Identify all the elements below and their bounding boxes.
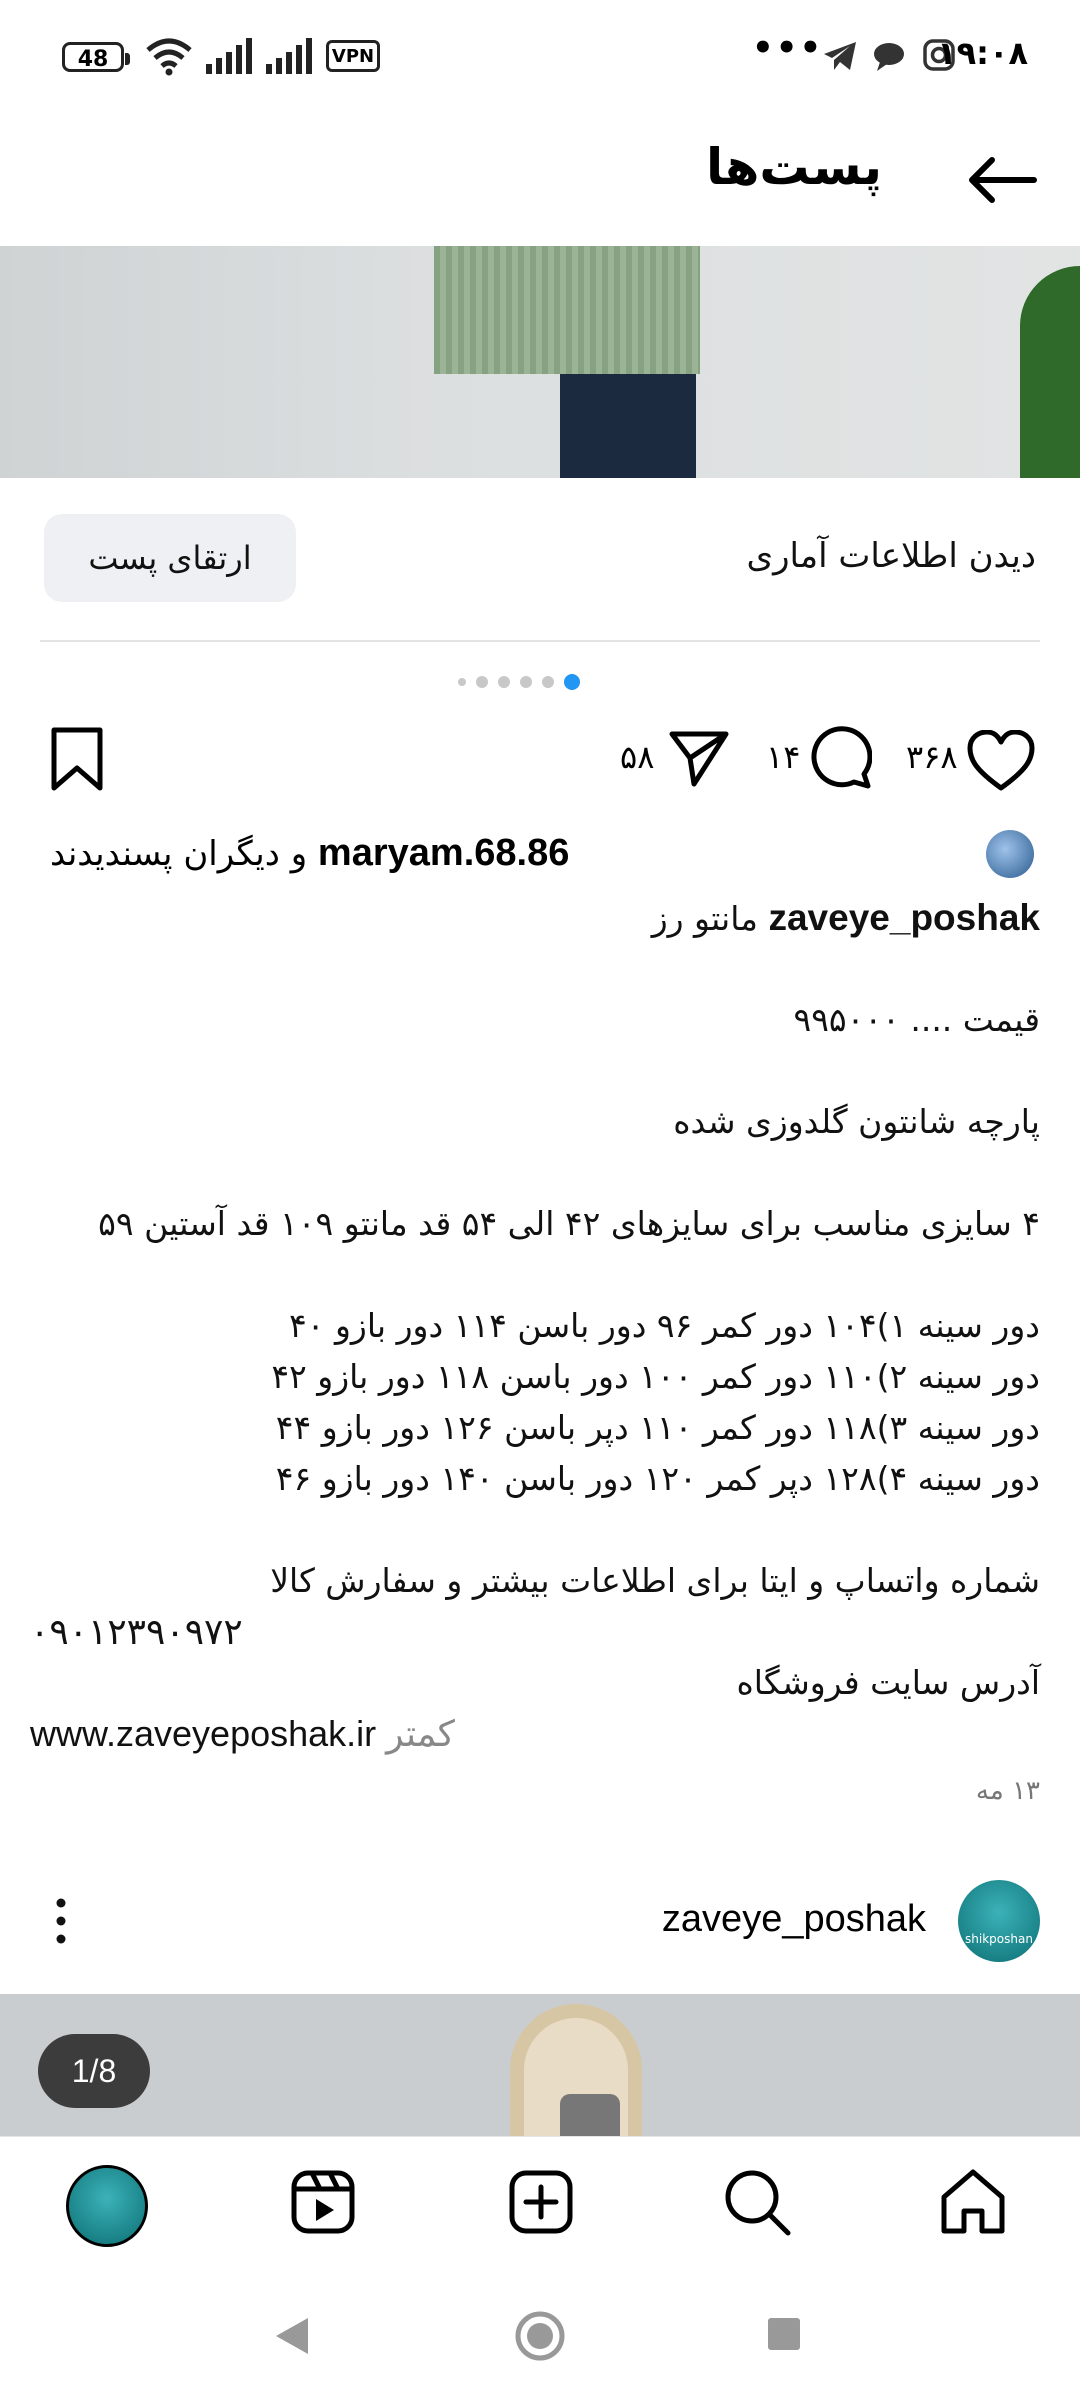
bookmark-icon[interactable] [46, 726, 108, 792]
carousel-dot [498, 676, 510, 688]
pants-graphic [560, 374, 696, 478]
post-date: ۱۳ مه [975, 1776, 1040, 1806]
site-url[interactable]: www.zaveyeposhak.ir [30, 1713, 377, 1754]
system-back-icon[interactable] [272, 2314, 312, 2358]
likes-count: ۳۶۸ [906, 738, 958, 776]
reels-icon[interactable] [290, 2169, 356, 2235]
next-post-image[interactable] [0, 1994, 1080, 2136]
liked-by-suffix: و دیگران پسندیدند [50, 834, 308, 874]
bottom-nav [0, 2136, 1080, 2273]
clock: ۱۹:۰۸ [937, 34, 1028, 72]
status-bar [0, 0, 1080, 110]
home-icon[interactable] [938, 2167, 1008, 2237]
caption-line [30, 1045, 1040, 1096]
caption-line: ۴ سایزی مناسب برای سایزهای ۴۲ الی ۵۴ قد مانتو ۱۰۹ قد آستین ۵۹ [98, 1204, 1040, 1243]
comment-icon[interactable] [806, 726, 872, 790]
carousel-indicator [458, 672, 580, 692]
caption-line: دور سینه ۴)۱۲۸ دپر کمر ۱۲۰ دور باسن ۱۴۰ دور بازو ۴۶ [275, 1459, 1040, 1498]
caption-line [30, 1147, 1040, 1198]
wifi-icon [144, 36, 194, 76]
caption-username[interactable]: zaveye_poshak [768, 897, 1040, 938]
view-insights-link[interactable]: دیدن اطلاعات آماری [746, 536, 1036, 576]
boost-post-button[interactable]: ارتقای پست [44, 514, 296, 602]
less-link[interactable]: کمتر [386, 1713, 455, 1754]
next-post-username[interactable]: zaveye_poshak [661, 1898, 926, 1940]
post-caption [30, 892, 1040, 1759]
caption-line: پارچه شانتون گلدوزی شده [673, 1102, 1040, 1141]
caption-phone [30, 1606, 1040, 1657]
telegram-icon [822, 40, 858, 72]
post-image[interactable] [0, 246, 1080, 478]
system-recents-icon[interactable] [766, 2316, 802, 2352]
share-icon[interactable] [668, 728, 730, 788]
profile-tab-avatar[interactable] [66, 2165, 148, 2247]
avatar-text: shikposhan [965, 1932, 1033, 1946]
battery-icon: 48 [62, 42, 124, 72]
create-post-icon[interactable] [508, 2169, 574, 2235]
caption-site-label: آدرس سایت فروشگاه [736, 1663, 1040, 1702]
image-counter: 1/8 [38, 2034, 150, 2108]
phone-graphic [560, 2094, 620, 2136]
caption-line: دور سینه ۲)۱۱۰ دور کمر ۱۰۰ دور باسن ۱۱۸ دور بازو ۴۲ [271, 1357, 1040, 1396]
caption-line [30, 1504, 1040, 1555]
garment-graphic [434, 246, 700, 374]
more-options-icon[interactable] [44, 1896, 78, 1946]
caption-site [30, 1708, 1040, 1759]
liker-username[interactable]: maryam.68.86 [317, 832, 570, 874]
shares-count: ۵۸ [620, 738, 655, 776]
liked-by-text[interactable] [50, 832, 569, 875]
caption-line [30, 943, 1040, 994]
carousel-dot [542, 676, 554, 688]
search-icon[interactable] [722, 2167, 792, 2237]
heart-icon[interactable] [966, 730, 1036, 792]
carousel-dot [458, 678, 466, 686]
signal-icon [204, 38, 256, 74]
carousel-dot [520, 676, 532, 688]
divider [40, 640, 1040, 642]
header [0, 110, 1080, 244]
caption-line [30, 1249, 1040, 1300]
chat-icon [872, 40, 906, 72]
system-nav-bar [0, 2272, 1080, 2400]
phone-number[interactable]: ۰۹۰۱۲۳۹۰۹۷۲ [30, 1611, 243, 1652]
plant-graphic [1020, 266, 1080, 478]
system-home-icon[interactable] [514, 2310, 566, 2362]
carousel-dot-active [564, 674, 580, 690]
more-notifications-icon: ••• [752, 28, 824, 68]
vpn-badge: VPN [326, 40, 380, 72]
caption-line: قیمت .... ۹۹۵۰۰۰ [793, 1000, 1040, 1039]
carousel-dot [476, 676, 488, 688]
caption-line: دور سینه ۱)۱۰۴ دور کمر ۹۶ دور باسن ۱۱۴ دور بازو ۴۰ [289, 1306, 1040, 1345]
comments-count: ۱۴ [766, 738, 801, 776]
caption-header [30, 892, 1040, 943]
next-post-avatar[interactable] [958, 1880, 1040, 1962]
back-arrow-icon[interactable] [962, 140, 1042, 220]
signal-icon-2 [264, 38, 316, 74]
liker-avatar[interactable] [986, 830, 1034, 878]
caption-title: مانتو رز [651, 899, 758, 938]
caption-line: شماره واتساپ و ایتا برای اطلاعات بیشتر و سفارش کالا [270, 1561, 1040, 1600]
page-title: پست‌ها [705, 138, 882, 196]
caption-line: دور سینه ۳)۱۱۸ دور کمر ۱۱۰ دپر باسن ۱۲۶ دور بازو ۴۴ [275, 1408, 1040, 1447]
